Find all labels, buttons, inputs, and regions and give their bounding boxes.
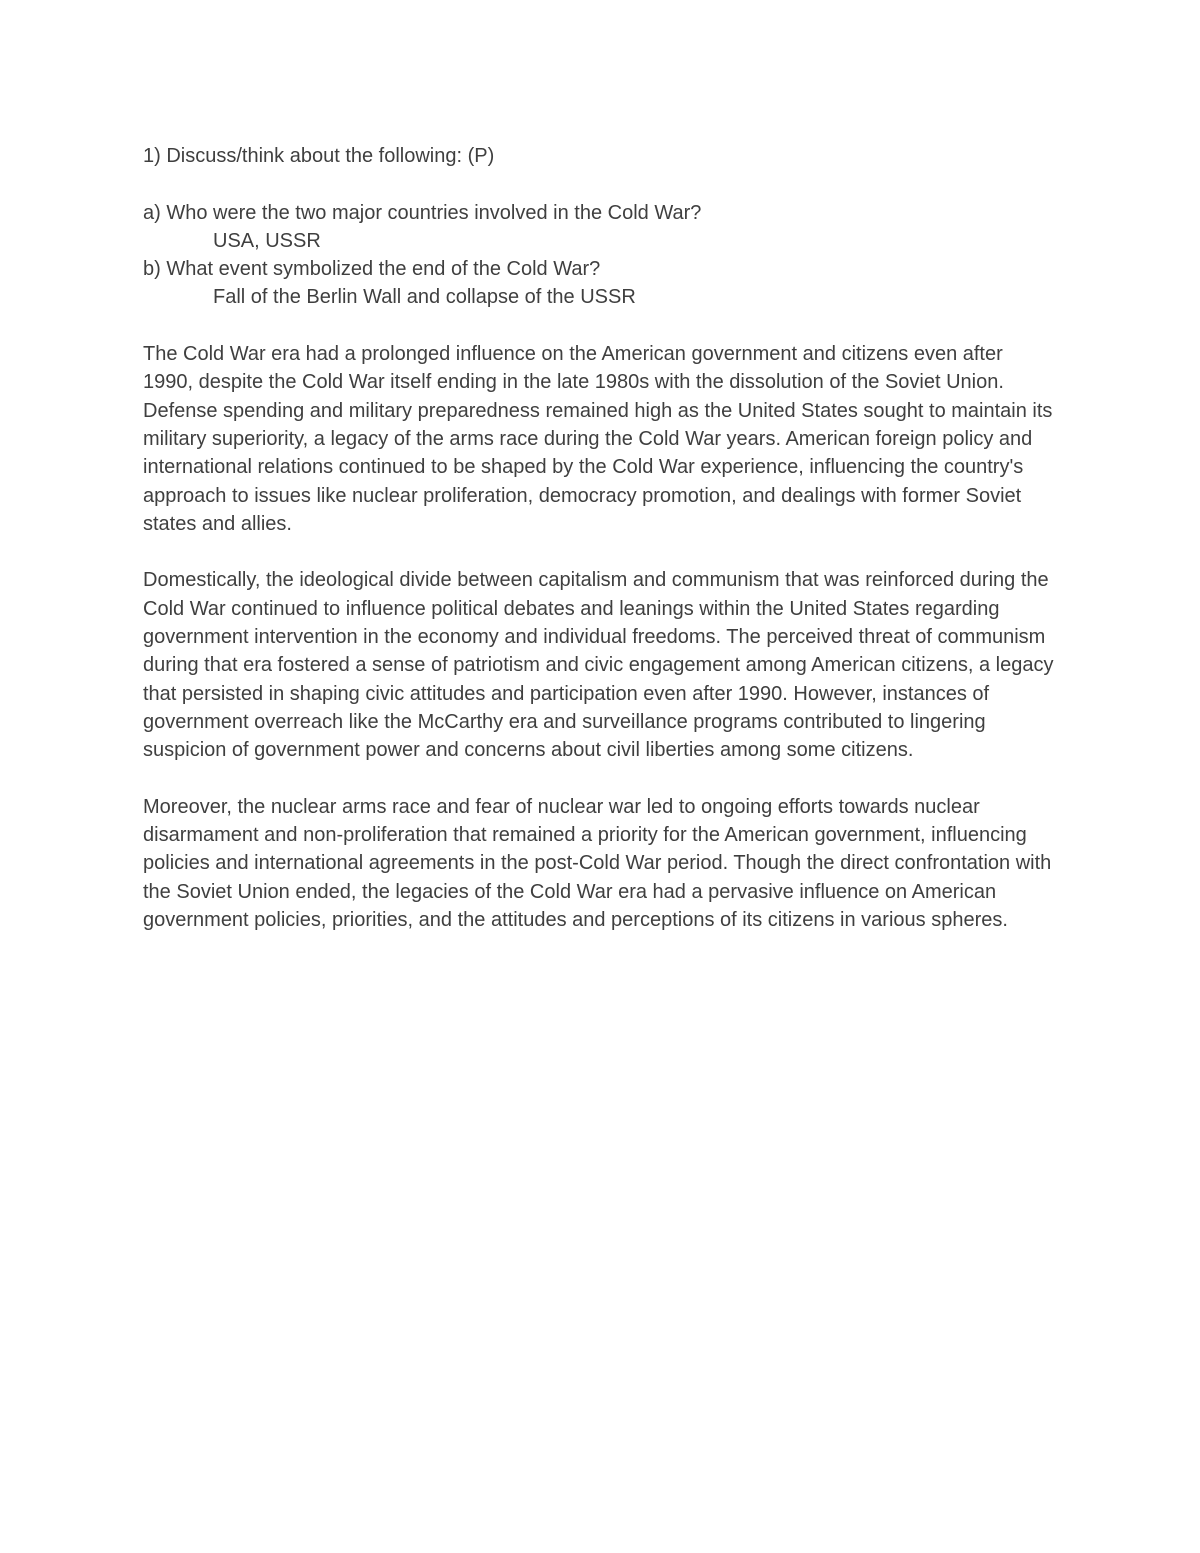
answer-a: USA, USSR bbox=[213, 229, 321, 252]
document-content bbox=[143, 142, 1058, 934]
question-b: b) What event symbolized the end of the Cold War? bbox=[143, 258, 601, 281]
question-prompt: 1) Discuss/think about the following: (P) bbox=[143, 145, 495, 167]
answer-b: Fall of the Berlin Wall and collapse of the USSR bbox=[213, 286, 636, 309]
body-paragraph-2: Domestically, the ideological divide between capitalism and communism that was reinforced during the Cold War continued to influence political debates and leanings within the United States regarding government intervention in the economy and individual freedoms. The perceived threat of communism during that era fostered a sense of patriotism and civic engagement among American citizens, a legacy that persisted in shaping civic attitudes and participation even after 1990. However, instances of government overreach like the McCarthy era and surveillance programs contributed to lingering suspicion of government power and concerns about civil liberties among some citizens. bbox=[143, 569, 1060, 762]
question-a: a) Who were the two major countries involved in the Cold War? bbox=[143, 201, 702, 224]
body-paragraph-1: The Cold War era had a prolonged influence on the American government and citizens even after 1990, despite the Cold War itself ending in the late 1980s with the dissolution of the Soviet Union. Defense spending and military preparedness remained high as the United States sought to maintain its military superiority, a legacy of the arms race during the Cold War years. American foreign policy and international relations continued to be shaped by the Cold War experience, influencing the country's approach to issues like nuclear proliferation, democracy promotion, and dealings with former Soviet states and allies. bbox=[143, 343, 1058, 535]
body-paragraph-3: Moreover, the nuclear arms race and fear of nuclear war led to ongoing efforts towards nuclear disarmament and non-proliferation that remained a priority for the American government, influencing policies and international agreements in the post-Cold War period. Though the direct confrontation with the Soviet Union ended, the legacies of the Cold War era had a pervasive influence on American government policies, priorities, and the attitudes and perceptions of its citizens in various spheres. bbox=[143, 795, 1057, 932]
